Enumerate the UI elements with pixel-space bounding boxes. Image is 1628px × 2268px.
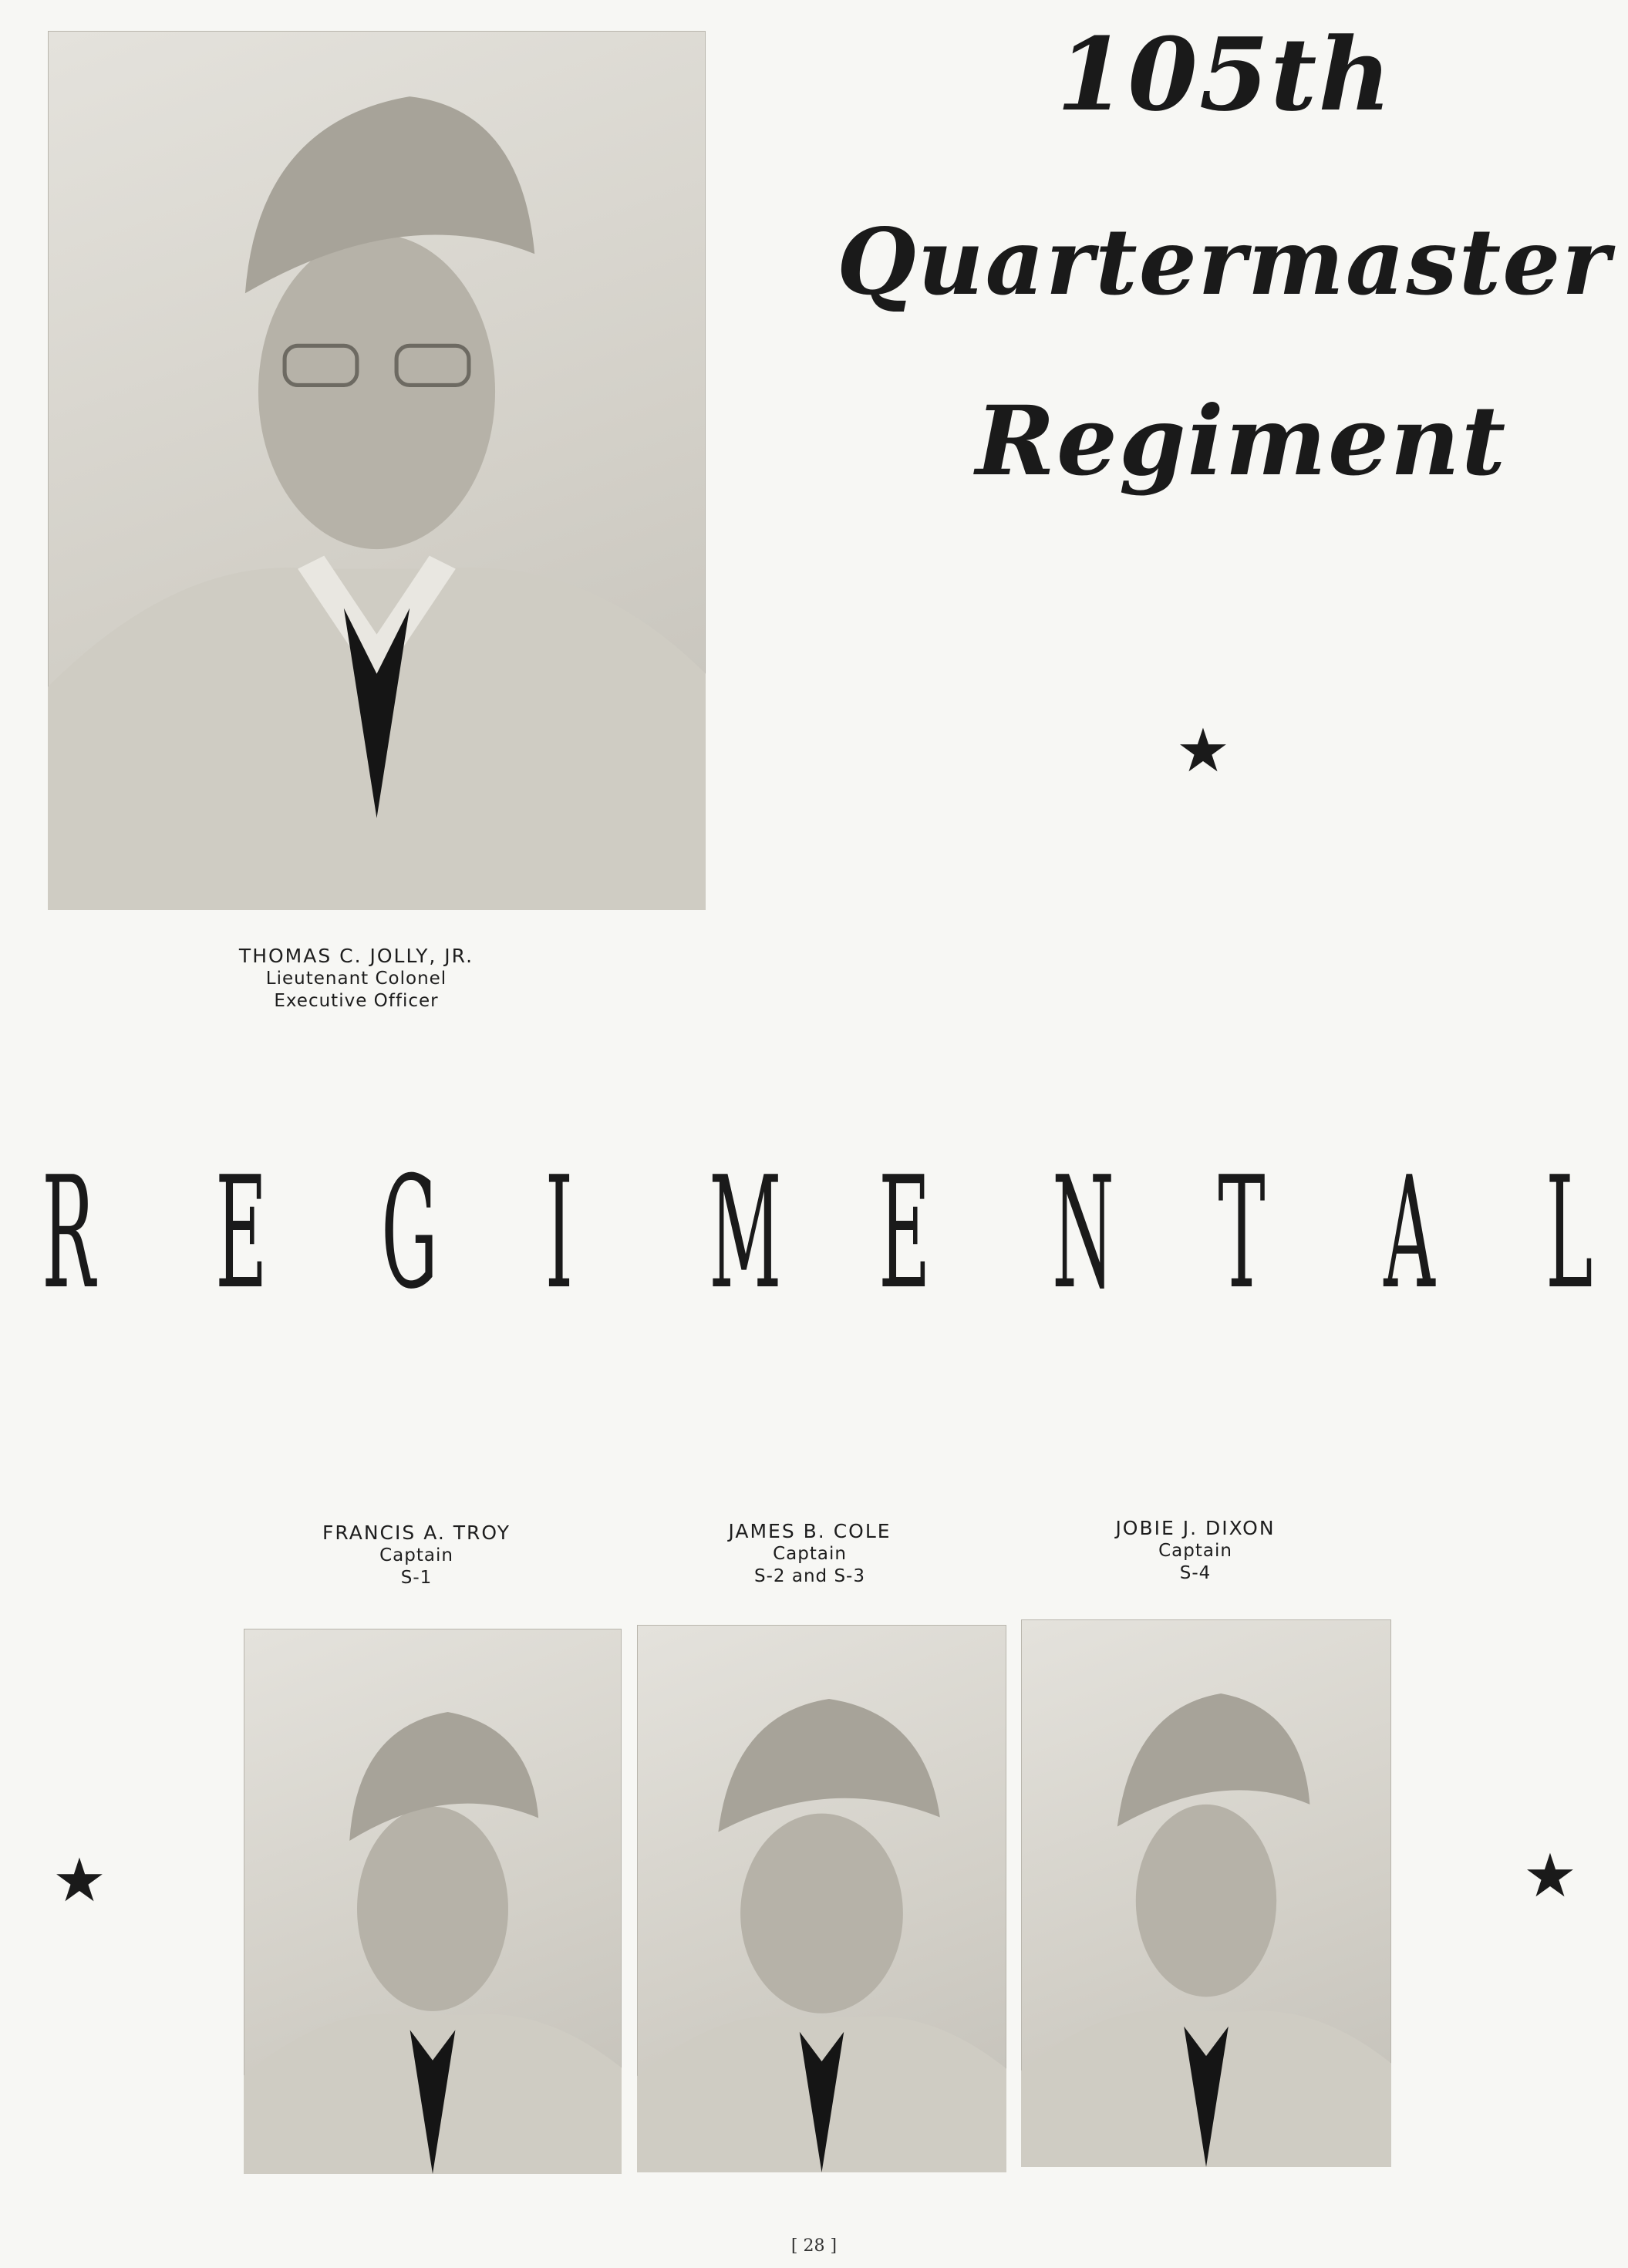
staff-name-3: JOBIE J. DIXON xyxy=(1115,1517,1276,1539)
executive-officer-name: THOMAS C. JOLLY, JR. xyxy=(238,945,474,967)
staff-role-1: S-1 xyxy=(400,1568,433,1588)
executive-officer-caption xyxy=(202,944,511,1013)
banner-letter-5: M xyxy=(709,1144,782,1323)
star-icon-title: ★ xyxy=(1176,716,1230,786)
staff-rank-2: Captain xyxy=(773,1544,847,1565)
staff-rank-1: Captain xyxy=(379,1545,453,1566)
star-icon-right: ★ xyxy=(1523,1842,1577,1911)
executive-officer-rank: Lieutenant Colonel xyxy=(265,969,447,989)
executive-officer-role: Executive Officer xyxy=(274,991,439,1011)
staff-caption-2 xyxy=(679,1519,941,1588)
staff-name-2: JAMES B. COLE xyxy=(728,1520,892,1542)
banner-letter-6: E xyxy=(878,1144,931,1323)
banner-letter-4: I xyxy=(544,1144,574,1323)
staff-rank-3: Captain xyxy=(1158,1541,1232,1562)
staff-role-3: S-4 xyxy=(1179,1563,1212,1583)
staff-caption-1 xyxy=(285,1521,548,1589)
staff-name-1: FRANCIS A. TROY xyxy=(322,1522,511,1544)
title-line-3: Regiment xyxy=(976,386,1508,497)
banner-letter-1: R xyxy=(42,1144,96,1323)
banner-letter-2: E xyxy=(215,1144,268,1323)
staff-photo-1 xyxy=(244,1629,622,2174)
banner-letter-10: L xyxy=(1545,1144,1593,1323)
banner-letter-9: A xyxy=(1384,1144,1435,1323)
staff-photo-3 xyxy=(1021,1619,1391,2167)
title-line-1: 105th xyxy=(1057,15,1393,133)
staff-role-2: S-2 and S-3 xyxy=(754,1566,865,1586)
title-line-2: Quartermaster xyxy=(837,208,1612,315)
star-icon-left: ★ xyxy=(52,1846,106,1916)
executive-officer-photo xyxy=(48,31,706,910)
page-number: [ 28 ] xyxy=(790,2236,838,2256)
banner-letter-7: N xyxy=(1052,1144,1114,1323)
banner-letter-3: G xyxy=(381,1144,438,1323)
staff-photo-2 xyxy=(637,1625,1006,2172)
banner-letter-8: T xyxy=(1218,1144,1266,1323)
staff-caption-3 xyxy=(1064,1516,1326,1585)
